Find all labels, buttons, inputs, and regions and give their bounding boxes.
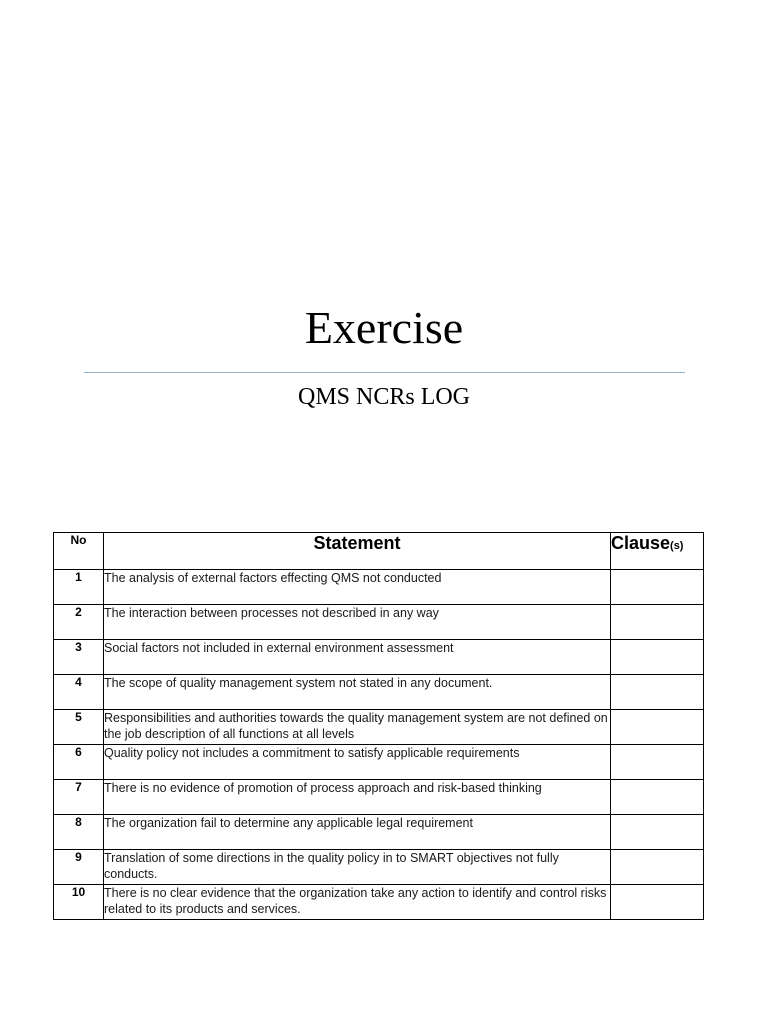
table-row bbox=[54, 850, 704, 885]
row-statement: There is no evidence of promotion of process approach and risk-based thinking bbox=[104, 780, 611, 815]
row-number: 3 bbox=[54, 640, 104, 675]
row-clause-cell[interactable] bbox=[611, 710, 704, 745]
table-row bbox=[54, 605, 704, 640]
row-number: 1 bbox=[54, 570, 104, 605]
row-number: 2 bbox=[54, 605, 104, 640]
document-title: Exercise bbox=[304, 302, 464, 353]
row-clause-cell[interactable] bbox=[611, 675, 704, 710]
clause-header-label: Clause bbox=[611, 533, 671, 553]
table-row bbox=[54, 675, 704, 710]
row-clause-cell[interactable] bbox=[611, 745, 704, 780]
table-row bbox=[54, 710, 704, 745]
row-statement: The analysis of external factors effecting QMS not conducted bbox=[104, 570, 611, 605]
table-row bbox=[54, 745, 704, 780]
row-statement: The scope of quality management system not stated in any document. bbox=[104, 675, 611, 710]
row-statement: The interaction between processes not described in any way bbox=[104, 605, 611, 640]
table-row bbox=[54, 780, 704, 815]
row-statement: The organization fail to determine any applicable legal requirement bbox=[104, 815, 611, 850]
column-header-no: No bbox=[54, 533, 104, 570]
title-divider bbox=[84, 372, 685, 373]
table-header-row bbox=[54, 533, 704, 570]
row-clause-cell[interactable] bbox=[611, 885, 704, 920]
table-row bbox=[54, 885, 704, 920]
row-number: 5 bbox=[54, 710, 104, 745]
row-clause-cell[interactable] bbox=[611, 640, 704, 675]
table-row bbox=[54, 815, 704, 850]
clause-header-suffix: (s) bbox=[670, 540, 684, 552]
row-number: 10 bbox=[54, 885, 104, 920]
document-subtitle: QMS NCRs LOG bbox=[297, 384, 471, 410]
column-header-clause bbox=[611, 533, 704, 570]
table-body bbox=[54, 570, 704, 920]
row-clause-cell[interactable] bbox=[611, 850, 704, 885]
row-statement: There is no clear evidence that the organization take any action to identify and control risks related to its products and services. bbox=[104, 885, 611, 920]
table-row bbox=[54, 570, 704, 605]
row-clause-cell[interactable] bbox=[611, 815, 704, 850]
table-row bbox=[54, 640, 704, 675]
row-number: 9 bbox=[54, 850, 104, 885]
row-statement: Responsibilities and authorities towards the quality management system are not defined on the job description of all functions at all levels bbox=[104, 710, 611, 745]
row-number: 8 bbox=[54, 815, 104, 850]
row-clause-cell[interactable] bbox=[611, 780, 704, 815]
row-clause-cell[interactable] bbox=[611, 605, 704, 640]
row-clause-cell[interactable] bbox=[611, 570, 704, 605]
row-statement: Translation of some directions in the quality policy in to SMART objectives not fully conducts. bbox=[104, 850, 611, 885]
ncr-log-table bbox=[53, 532, 704, 920]
column-header-statement: Statement bbox=[104, 533, 611, 570]
row-statement: Quality policy not includes a commitment to satisfy applicable requirements bbox=[104, 745, 611, 780]
row-number: 6 bbox=[54, 745, 104, 780]
row-statement: Social factors not included in external environment assessment bbox=[104, 640, 611, 675]
row-number: 4 bbox=[54, 675, 104, 710]
row-number: 7 bbox=[54, 780, 104, 815]
